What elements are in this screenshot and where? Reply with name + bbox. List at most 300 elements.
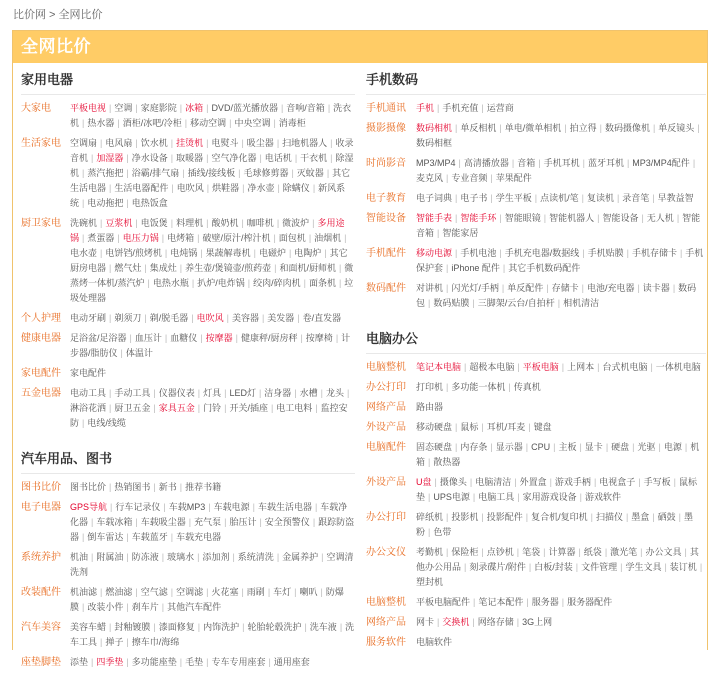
product-link[interactable]: 胎压计 xyxy=(229,517,257,527)
product-link[interactable]: 和面机/厨师机 xyxy=(279,263,336,273)
product-link[interactable]: 微波炉 xyxy=(282,218,310,228)
product-link[interactable]: 养生壶/煲镜壶/煎药壶 xyxy=(185,263,272,273)
product-link[interactable]: 手动工具 xyxy=(114,388,151,398)
product-link[interactable]: 网络存储 xyxy=(477,617,514,627)
product-link[interactable]: 墨盒 xyxy=(631,512,650,522)
product-link[interactable]: 热销图书 xyxy=(114,482,151,492)
product-link[interactable]: 多用途锅 xyxy=(70,218,345,243)
product-link[interactable]: UPS电源 xyxy=(433,492,470,502)
product-link[interactable]: 电热水瓶 xyxy=(152,278,189,288)
product-link[interactable]: 电陶炉 xyxy=(294,248,322,258)
product-link[interactable]: 相机清洁 xyxy=(563,298,600,308)
category-label[interactable]: 时尚影音 xyxy=(366,158,406,169)
product-link[interactable]: 酒柜/冰吧/冷柜 xyxy=(122,118,182,128)
product-link[interactable]: 点读机/笔 xyxy=(540,193,579,203)
product-link[interactable]: 电熨斗 xyxy=(211,138,239,148)
product-link[interactable]: 电池/充电器 xyxy=(586,283,635,293)
product-link[interactable]: 数码贴膜 xyxy=(433,298,470,308)
product-link[interactable]: 健康秤/厨房秤 xyxy=(240,333,298,343)
product-link[interactable]: 内饰洗护 xyxy=(203,622,240,632)
category-label[interactable]: 五金电器 xyxy=(21,388,61,399)
product-link[interactable]: 车灯 xyxy=(273,587,292,597)
product-link[interactable]: 手写板 xyxy=(643,477,671,487)
product-link[interactable]: 消毒柜 xyxy=(278,118,306,128)
product-link[interactable]: 倒车雷达 xyxy=(87,532,124,542)
category-label[interactable]: 生活家电 xyxy=(21,138,61,149)
product-link[interactable]: 电磁炉 xyxy=(258,248,286,258)
product-link[interactable]: 移动硬盘 xyxy=(416,422,453,432)
product-link[interactable]: 移动空调 xyxy=(190,118,227,128)
product-link[interactable]: 显示器 xyxy=(495,442,523,452)
product-link[interactable]: 手机保护套 xyxy=(416,248,704,273)
product-link[interactable]: 按摩椅 xyxy=(305,333,333,343)
product-link[interactable]: 防爆膜 xyxy=(70,587,344,612)
product-link[interactable]: 电饭煲 xyxy=(140,218,168,228)
category-label[interactable]: 智能设备 xyxy=(366,213,406,224)
product-link[interactable]: 灭蚊器 xyxy=(296,168,324,178)
product-link[interactable]: 面包机 xyxy=(278,233,306,243)
product-link[interactable]: 激光笔 xyxy=(610,547,638,557)
product-link[interactable]: 生活电器配件 xyxy=(114,183,169,193)
product-link[interactable]: 漆面修复 xyxy=(158,622,195,632)
product-link[interactable]: 加湿器 xyxy=(96,153,124,163)
product-link[interactable]: 其它厨房电器 xyxy=(70,248,348,273)
product-link[interactable]: 干衣机 xyxy=(300,153,328,163)
product-link[interactable]: CPU xyxy=(531,442,551,452)
product-link[interactable]: 车载MP3 xyxy=(168,502,206,512)
product-link[interactable]: 料理机 xyxy=(176,218,204,228)
product-link[interactable]: 车载净化器 xyxy=(70,502,348,527)
product-link[interactable]: MP3/MP4 xyxy=(416,158,456,168)
product-link[interactable]: 苹果配件 xyxy=(495,173,532,183)
product-link[interactable]: 笔记本配件 xyxy=(478,597,524,607)
product-link[interactable]: 单电/微单相机 xyxy=(504,123,562,133)
category-label[interactable]: 外设产品 xyxy=(366,422,406,433)
product-link[interactable]: 单反镜头 xyxy=(658,123,695,133)
product-link[interactable]: 色带 xyxy=(433,527,452,537)
product-link[interactable]: 手机充电器/数据线 xyxy=(504,248,580,258)
product-link[interactable]: 家庭影院 xyxy=(140,103,177,113)
category-label[interactable]: 数码配件 xyxy=(366,283,406,294)
product-link[interactable]: 手机电池 xyxy=(460,248,497,258)
product-link[interactable]: 电源 xyxy=(663,442,682,452)
product-link[interactable]: 塑封机 xyxy=(416,577,444,587)
product-link[interactable]: 空气滤 xyxy=(140,587,168,597)
product-link[interactable]: 多功能一体机 xyxy=(451,382,506,392)
product-link[interactable]: 手机存储卡 xyxy=(631,248,677,258)
product-link[interactable]: 读卡器 xyxy=(642,283,670,293)
product-link[interactable]: 鼠标垫 xyxy=(416,477,698,502)
product-link[interactable]: 车载充电器 xyxy=(176,532,222,542)
product-link[interactable]: 主板 xyxy=(558,442,577,452)
product-link[interactable]: 挂烫机 xyxy=(176,138,204,148)
product-link[interactable]: 学生文具 xyxy=(625,562,662,572)
product-link[interactable]: 蒸汽拖把 xyxy=(87,168,124,178)
product-link[interactable]: 浴霸/排气扇 xyxy=(131,168,180,178)
category-label[interactable]: 图书比价 xyxy=(21,482,61,493)
product-link[interactable]: 果蔬解毒机 xyxy=(205,248,251,258)
category-label[interactable]: 网络产品 xyxy=(366,402,406,413)
product-link[interactable]: 灯具 xyxy=(203,388,222,398)
category-label[interactable]: 外设产品 xyxy=(366,477,406,488)
product-link[interactable]: 学生平板 xyxy=(495,193,532,203)
product-link[interactable]: 体温计 xyxy=(125,348,153,358)
product-link[interactable]: 音箱 xyxy=(517,158,536,168)
product-link[interactable]: 白板/封装 xyxy=(534,562,573,572)
product-link[interactable]: 一体机电脑 xyxy=(655,362,701,372)
product-link[interactable]: 电子词典 xyxy=(416,193,453,203)
product-link[interactable]: 手机 xyxy=(416,103,435,113)
product-link[interactable]: 网卡 xyxy=(416,617,435,627)
product-link[interactable]: 剃/脱毛器 xyxy=(149,313,189,323)
product-link[interactable]: 其他汽车配件 xyxy=(167,602,222,612)
product-link[interactable]: 保险柜 xyxy=(451,547,479,557)
product-link[interactable]: 掸子 xyxy=(105,637,124,647)
product-link[interactable]: 新书 xyxy=(158,482,177,492)
category-label[interactable]: 办公打印 xyxy=(366,512,406,523)
product-link[interactable]: 电动工具 xyxy=(70,388,107,398)
product-link[interactable]: 3G上网 xyxy=(522,617,553,627)
product-link[interactable]: 手机耳机 xyxy=(543,158,580,168)
product-link[interactable]: 数码摄像机 xyxy=(604,123,650,133)
product-link[interactable]: 轮胎轮毂洗护 xyxy=(247,622,302,632)
product-link[interactable]: 刻录碟片/附件 xyxy=(469,562,526,572)
product-link[interactable]: 笔记本电脑 xyxy=(416,362,462,372)
product-link[interactable]: 平板电脑 xyxy=(522,362,559,372)
product-link[interactable]: 按摩器 xyxy=(205,333,233,343)
product-link[interactable]: 机油滤 xyxy=(70,587,98,597)
product-link[interactable]: iPhone 配件 xyxy=(451,263,500,273)
product-link[interactable]: 闪光灯/手柄 xyxy=(451,283,499,293)
product-link[interactable]: 新风系统 xyxy=(70,183,346,208)
product-link[interactable]: 厨卫五金 xyxy=(114,403,151,413)
product-link[interactable]: 电压力锅 xyxy=(122,233,159,243)
product-link[interactable]: 服务器配件 xyxy=(567,597,613,607)
product-link[interactable]: 家电配件 xyxy=(70,368,107,378)
category-label[interactable]: 手机配件 xyxy=(366,248,406,259)
category-label[interactable]: 系统养护 xyxy=(21,552,61,563)
product-link[interactable]: 电脑软件 xyxy=(416,637,453,647)
product-link[interactable]: 添加剂 xyxy=(202,552,230,562)
product-link[interactable]: 手机贴膜 xyxy=(587,248,624,258)
product-link[interactable]: 洗车工具 xyxy=(70,622,355,647)
product-link[interactable]: 电动拖把 xyxy=(87,198,124,208)
product-link[interactable]: 电风扇 xyxy=(105,138,133,148)
product-link[interactable]: 高清播放器 xyxy=(463,158,509,168)
product-link[interactable]: 游戏软件 xyxy=(584,492,621,502)
product-link[interactable]: 车载冰箱 xyxy=(96,517,133,527)
product-link[interactable]: 毛垫 xyxy=(185,657,204,667)
product-link[interactable]: 咖啡机 xyxy=(246,218,274,228)
product-link[interactable]: 电视盒子 xyxy=(599,477,636,487)
product-link[interactable]: 投影配件 xyxy=(486,512,523,522)
category-label[interactable]: 服务软件 xyxy=(366,637,406,648)
product-link[interactable]: 传真机 xyxy=(513,382,541,392)
product-link[interactable]: 墨粉 xyxy=(416,512,694,537)
category-label[interactable]: 电子电器 xyxy=(21,502,61,513)
product-link[interactable]: 智能眼镜 xyxy=(504,213,541,223)
product-link[interactable]: 酸奶机 xyxy=(211,218,239,228)
product-link[interactable]: 其他办公用品 xyxy=(416,547,699,572)
product-link[interactable]: 油烟机 xyxy=(314,233,342,243)
product-link[interactable]: 净水壶 xyxy=(247,183,275,193)
product-link[interactable]: 四季垫 xyxy=(96,657,124,667)
product-link[interactable]: 淋浴花洒 xyxy=(70,403,107,413)
product-link[interactable]: 擦车巾/海绵 xyxy=(131,637,180,647)
product-link[interactable]: 机箱 xyxy=(416,442,700,467)
product-link[interactable]: 录音笔 xyxy=(622,193,650,203)
product-link[interactable]: 扒炉/电炸锅 xyxy=(197,278,245,288)
product-link[interactable]: 电吹风 xyxy=(176,183,204,193)
category-label[interactable]: 电子教育 xyxy=(366,193,406,204)
product-link[interactable]: 空调扇 xyxy=(70,138,98,148)
product-link[interactable]: 游戏手柄 xyxy=(554,477,591,487)
product-link[interactable]: 平板电脑配件 xyxy=(416,597,471,607)
product-link[interactable]: 破壁/原汁/榨汁机 xyxy=(202,233,271,243)
category-label[interactable]: 座垫脚垫 xyxy=(21,657,61,668)
product-link[interactable]: 电烤箱 xyxy=(167,233,195,243)
product-link[interactable]: 集成灶 xyxy=(149,263,177,273)
product-link[interactable]: 存储卡 xyxy=(551,283,579,293)
category-label[interactable]: 个人护理 xyxy=(21,313,61,324)
product-link[interactable]: U盘 xyxy=(416,477,432,487)
product-link[interactable]: 喇叭 xyxy=(299,587,318,597)
product-link[interactable]: 智能家居 xyxy=(442,228,479,238)
product-link[interactable]: 图书比价 xyxy=(70,482,107,492)
product-link[interactable]: 血压计 xyxy=(134,333,162,343)
product-link[interactable]: 添垫 xyxy=(70,657,89,667)
product-link[interactable]: 多功能座垫 xyxy=(131,657,177,667)
product-link[interactable]: 绞肉/碎肉机 xyxy=(253,278,301,288)
product-link[interactable]: 空调 xyxy=(114,103,133,113)
product-link[interactable]: 智能机器人 xyxy=(549,213,595,223)
product-link[interactable]: 收录音机 xyxy=(70,138,354,163)
product-link[interactable]: 碎纸机 xyxy=(416,512,444,522)
product-link[interactable]: 文件管理 xyxy=(581,562,618,572)
product-link[interactable]: 智能手表 xyxy=(416,213,453,223)
product-link[interactable]: 单反相机 xyxy=(460,123,497,133)
product-link[interactable]: 音响/音箱 xyxy=(286,103,325,113)
product-link[interactable]: 扫地机器人 xyxy=(282,138,328,148)
product-link[interactable]: 投影机 xyxy=(451,512,479,522)
product-link[interactable]: 数码相机 xyxy=(416,123,453,133)
product-link[interactable]: 外置盒 xyxy=(519,477,547,487)
product-link[interactable]: 电脑工具 xyxy=(478,492,515,502)
product-link[interactable]: 美容车蜡 xyxy=(70,622,107,632)
category-label[interactable]: 改装配件 xyxy=(21,587,61,598)
category-label[interactable]: 电脑整机 xyxy=(366,597,406,608)
product-link[interactable]: 除螨仪 xyxy=(282,183,310,193)
product-link[interactable]: 除湿机 xyxy=(70,153,354,178)
product-link[interactable]: 电吹风 xyxy=(196,313,224,323)
product-link[interactable]: 水槽 xyxy=(299,388,318,398)
product-link[interactable]: 单反配件 xyxy=(507,283,544,293)
product-link[interactable]: 运营商 xyxy=(486,103,514,113)
product-link[interactable]: 车载生活电器 xyxy=(257,502,312,512)
product-link[interactable]: 剃须刀 xyxy=(114,313,142,323)
product-link[interactable]: 防冻液 xyxy=(131,552,159,562)
product-link[interactable]: 系统清洗 xyxy=(237,552,274,562)
product-link[interactable]: 烘鞋器 xyxy=(212,183,240,193)
product-link[interactable]: 内存条 xyxy=(460,442,488,452)
product-link[interactable]: 通用座套 xyxy=(273,657,310,667)
product-link[interactable]: 足浴盆/足浴器 xyxy=(70,333,127,343)
product-link[interactable]: 门铃 xyxy=(203,403,222,413)
category-label[interactable]: 厨卫家电 xyxy=(21,218,61,229)
product-link[interactable]: 考勤机 xyxy=(416,547,444,557)
product-link[interactable]: 扫描仪 xyxy=(595,512,623,522)
product-link[interactable]: 上网本 xyxy=(567,362,595,372)
product-link[interactable]: 麦克风 xyxy=(416,173,444,183)
product-link[interactable]: 封釉镀膜 xyxy=(114,622,151,632)
product-link[interactable]: GPS导航 xyxy=(70,502,108,512)
category-label[interactable]: 健康电器 xyxy=(21,333,61,344)
product-link[interactable]: 复合机/复印机 xyxy=(531,512,588,522)
product-link[interactable]: 固态硬盘 xyxy=(416,442,453,452)
product-link[interactable]: 数码相框 xyxy=(416,138,453,148)
product-link[interactable]: 光驱 xyxy=(637,442,656,452)
product-link[interactable]: 装订机 xyxy=(669,562,697,572)
product-link[interactable]: 洗车液 xyxy=(309,622,337,632)
product-link[interactable]: 饮水机 xyxy=(140,138,168,148)
product-link[interactable]: 吸尘器 xyxy=(246,138,274,148)
product-link[interactable]: 摄像头 xyxy=(439,477,467,487)
product-link[interactable]: 取暖器 xyxy=(176,153,204,163)
product-link[interactable]: 超极本电脑 xyxy=(469,362,515,372)
product-link[interactable]: 早教益智 xyxy=(657,193,694,203)
product-link[interactable]: 附属油 xyxy=(96,552,124,562)
product-link[interactable]: 面条机 xyxy=(308,278,336,288)
product-link[interactable]: 电工电料 xyxy=(276,403,313,413)
product-link[interactable]: 移动电源 xyxy=(416,248,453,258)
product-link[interactable]: DVD/蓝光播放器 xyxy=(211,103,278,113)
product-link[interactable]: 家具五金 xyxy=(158,403,195,413)
product-link[interactable]: 仪器仪表 xyxy=(158,388,195,398)
product-link[interactable]: 电子书 xyxy=(460,193,488,203)
product-link[interactable]: 雨刷 xyxy=(246,587,265,597)
product-link[interactable]: 豆浆机 xyxy=(105,218,133,228)
product-link[interactable]: 电饼铛/煎烤机 xyxy=(105,248,162,258)
product-link[interactable]: 硒鼓 xyxy=(657,512,676,522)
product-link[interactable]: 家用游戏设备 xyxy=(522,492,577,502)
product-link[interactable]: 复读机 xyxy=(586,193,614,203)
product-link[interactable]: 美发器 xyxy=(267,313,295,323)
product-link[interactable]: LED灯 xyxy=(229,388,256,398)
product-link[interactable]: 洗衣机 xyxy=(70,103,352,128)
category-label[interactable]: 电脑配件 xyxy=(366,442,406,453)
product-link[interactable]: 刹车片 xyxy=(131,602,159,612)
product-link[interactable]: 电脑清洁 xyxy=(475,477,512,487)
product-link[interactable]: 键盘 xyxy=(533,422,552,432)
product-link[interactable]: 开关/插座 xyxy=(229,403,268,413)
product-link[interactable]: 散热器 xyxy=(433,457,461,467)
product-link[interactable]: 电线/线缆 xyxy=(87,418,126,428)
product-link[interactable]: 车载电源 xyxy=(213,502,250,512)
product-link[interactable]: 笔袋 xyxy=(522,547,541,557)
product-link[interactable]: 安全预警仪 xyxy=(264,517,310,527)
product-link[interactable]: 路由器 xyxy=(416,402,444,412)
product-link[interactable]: 空气净化器 xyxy=(211,153,257,163)
product-link[interactable]: 智能手环 xyxy=(460,213,497,223)
product-link[interactable]: 其它生活电器 xyxy=(70,168,351,193)
product-link[interactable]: 煮蛋器 xyxy=(87,233,115,243)
product-link[interactable]: 改装小件 xyxy=(87,602,124,612)
product-link[interactable]: 美容器 xyxy=(231,313,259,323)
category-label[interactable]: 摄影摄像 xyxy=(366,123,406,134)
product-link[interactable]: 行车记录仪 xyxy=(115,502,161,512)
product-link[interactable]: 电动牙刷 xyxy=(70,313,107,323)
product-link[interactable]: 充气泵 xyxy=(194,517,222,527)
product-link[interactable]: 计步器/脂肪仪 xyxy=(70,333,351,358)
product-link[interactable]: 耳机/耳麦 xyxy=(486,422,526,432)
category-label[interactable]: 办公打印 xyxy=(366,382,406,393)
category-label[interactable]: 汽车美容 xyxy=(21,622,61,633)
product-link[interactable]: 手机充值 xyxy=(442,103,479,113)
product-link[interactable]: 电热饭盒 xyxy=(131,198,168,208)
product-link[interactable]: 监控安防 xyxy=(70,403,348,428)
product-link[interactable]: 车载吸尘器 xyxy=(140,517,186,527)
product-link[interactable]: 交换机 xyxy=(442,617,470,627)
product-link[interactable]: 三脚架/云台/自拍杆 xyxy=(477,298,555,308)
product-link[interactable]: 金属养护 xyxy=(282,552,319,562)
product-link[interactable]: 其它手机数码配件 xyxy=(508,263,581,273)
category-label[interactable]: 大家电 xyxy=(21,103,51,114)
product-link[interactable]: 玻璃水 xyxy=(167,552,195,562)
product-link[interactable]: 计算器 xyxy=(548,547,576,557)
product-link[interactable]: 智能音箱 xyxy=(416,213,701,238)
product-link[interactable]: 冰箱 xyxy=(185,103,204,113)
product-link[interactable]: 打印机 xyxy=(416,382,444,392)
product-link[interactable]: 净水设备 xyxy=(131,153,168,163)
product-link[interactable]: 专业音频 xyxy=(451,173,488,183)
product-link[interactable]: 鼠标 xyxy=(460,422,479,432)
product-link[interactable]: 热水器 xyxy=(87,118,115,128)
product-link[interactable]: 办公文具 xyxy=(645,547,682,557)
product-link[interactable]: 洗碗机 xyxy=(70,218,98,228)
product-link[interactable]: 点钞机 xyxy=(486,547,514,557)
breadcrumb-home[interactable]: 比价网 xyxy=(13,9,46,21)
product-link[interactable]: 毛球修剪器 xyxy=(243,168,289,178)
product-link[interactable]: 插线/接线板 xyxy=(187,168,236,178)
product-link[interactable]: 硬盘 xyxy=(611,442,630,452)
product-link[interactable]: 专车专用座套 xyxy=(211,657,266,667)
product-link[interactable]: 空调滤 xyxy=(176,587,204,597)
product-link[interactable]: 平板电视 xyxy=(70,103,107,113)
category-label[interactable]: 网络产品 xyxy=(366,617,406,628)
product-link[interactable]: 蓝牙耳机 xyxy=(587,158,624,168)
product-link[interactable]: 推荐书籍 xyxy=(185,482,222,492)
product-link[interactable]: 车载蓝牙 xyxy=(131,532,168,542)
product-link[interactable]: 空调清洗剂 xyxy=(70,552,354,577)
product-link[interactable]: 对讲机 xyxy=(416,283,444,293)
product-link[interactable]: 火花塞 xyxy=(211,587,239,597)
product-link[interactable]: 电炖锅 xyxy=(170,248,198,258)
product-link[interactable]: 数码包 xyxy=(416,283,697,308)
product-link[interactable]: 台式机电脑 xyxy=(602,362,648,372)
product-link[interactable]: 洁身器 xyxy=(264,388,292,398)
category-label[interactable]: 办公文仪 xyxy=(366,547,406,558)
product-link[interactable]: 龙头 xyxy=(326,388,345,398)
product-link[interactable]: 燃气灶 xyxy=(114,263,142,273)
product-link[interactable]: 拍立得 xyxy=(569,123,597,133)
product-link[interactable]: 中央空调 xyxy=(234,118,271,128)
product-link[interactable]: 显卡 xyxy=(584,442,603,452)
product-link[interactable]: 血糖仪 xyxy=(170,333,198,343)
product-link[interactable]: 机油 xyxy=(70,552,89,562)
product-link[interactable]: 电话机 xyxy=(264,153,292,163)
product-link[interactable]: 智能设备 xyxy=(602,213,639,223)
category-label[interactable]: 手机通讯 xyxy=(366,103,406,114)
